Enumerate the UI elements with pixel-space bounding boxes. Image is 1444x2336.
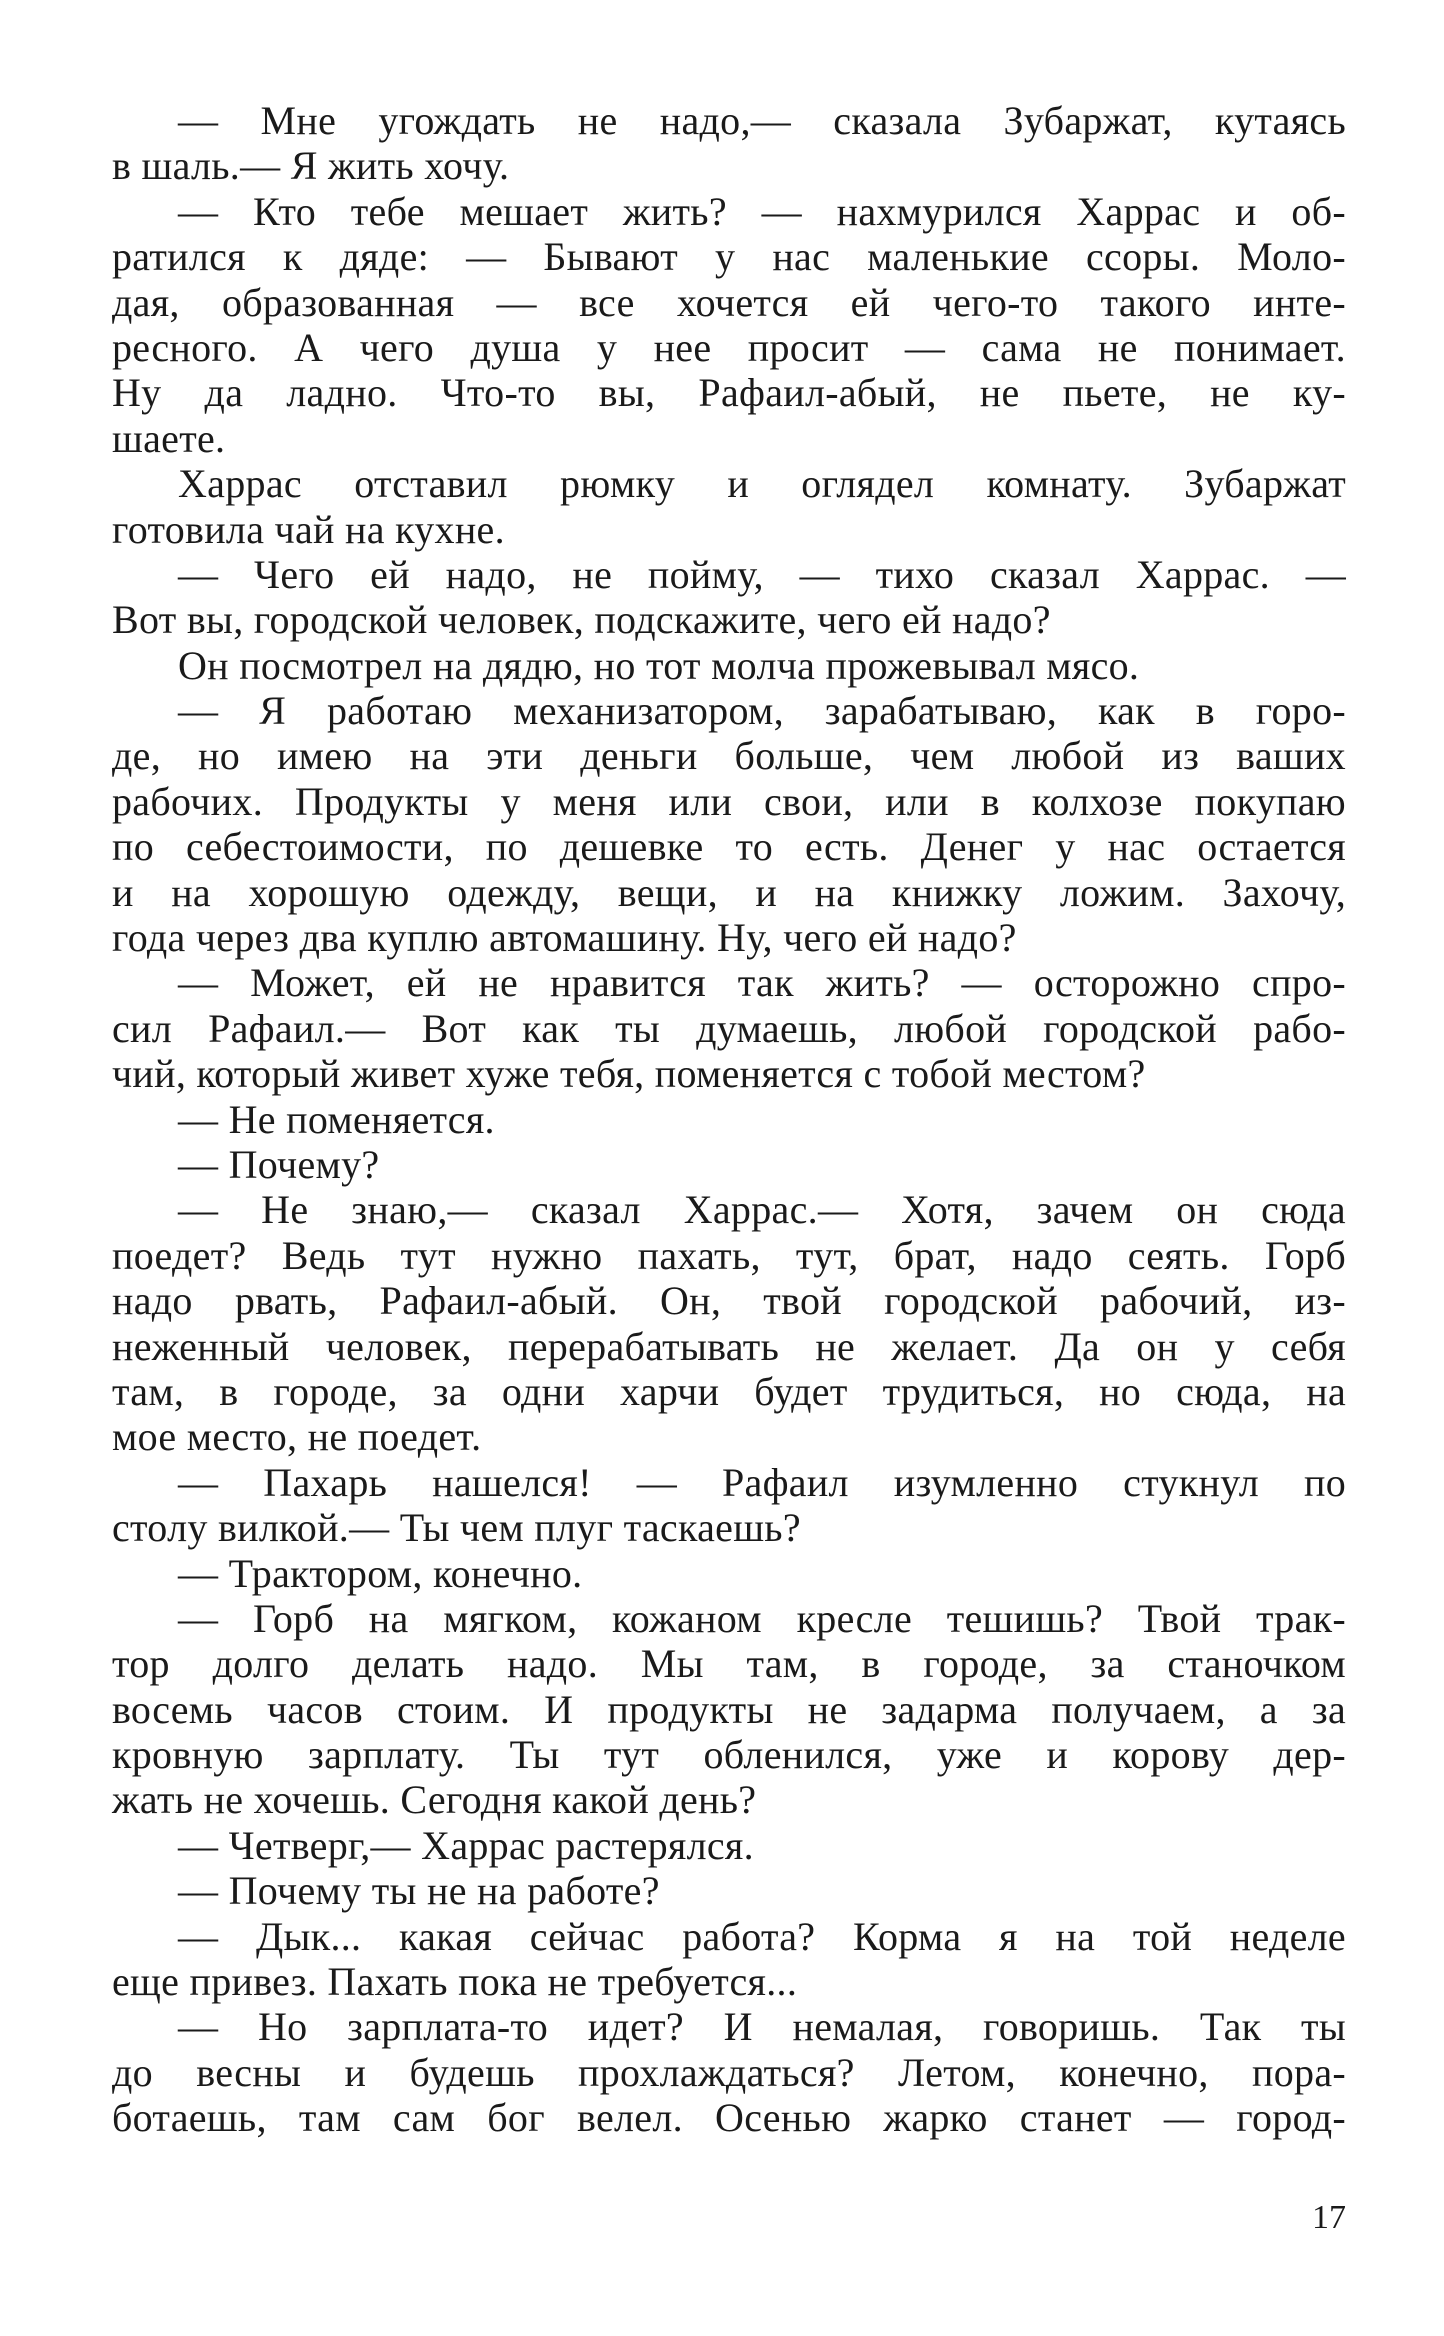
text-line: мое место, не поедет. [112, 1414, 482, 1460]
text-line: Ну да ладно. Что-то вы, Рафаил-абый, не пьете, не ку- [112, 370, 1346, 416]
text-line: тор долго делать надо. Мы там, в городе, за станочком [112, 1641, 1346, 1687]
paragraph [112, 1596, 1346, 1823]
text-line: чий, который живет хуже тебя, поменяется с тобой местом? [112, 1051, 1146, 1097]
paragraph [112, 960, 1346, 1096]
paragraph [112, 1460, 1346, 1551]
text-line: — Трактором, конечно. [178, 1550, 583, 1596]
text-line: восемь часов стоим. И продукты не задарма получаем, а за [112, 1686, 1346, 1732]
text-line: неженный человек, перерабатывать не желает. Да он у себя [112, 1323, 1346, 1369]
text-line: по себестоимости, по дешевке то есть. Денег у нас остается [112, 824, 1346, 870]
text-line: жать не хочешь. Сегодня какой день? [112, 1777, 757, 1823]
paragraph [112, 2004, 1346, 2140]
paragraph [112, 1914, 1346, 2005]
page-body-text [112, 98, 1346, 2141]
text-line: — Может, ей не нравится так жить? — осторожно спро- [178, 960, 1346, 1006]
text-line: там, в городе, за одни харчи будет трудиться, но сюда, на [112, 1368, 1346, 1414]
paragraph [112, 688, 1346, 960]
text-line: — Не поменяется. [178, 1096, 495, 1142]
text-line: — Почему ты не на работе? [178, 1868, 660, 1914]
text-line: до весны и будешь прохлаждаться? Летом, конечно, пора- [112, 2049, 1346, 2095]
paragraph [112, 1823, 1346, 1868]
paragraph [112, 461, 1346, 552]
text-line: — Почему? [178, 1141, 380, 1187]
text-line: — Кто тебе мешает жить? — нахмурился Харрас и об- [178, 188, 1346, 234]
text-line: — Дык... какая сейчас работа? Корма я на той неделе [178, 1913, 1346, 1959]
paragraph [112, 1551, 1346, 1596]
page-number: 17 [1312, 2199, 1346, 2236]
text-line: — Но зарплата-то идет? И немалая, говоришь. Так ты [178, 2004, 1346, 2050]
text-line: надо рвать, Рафаил-абый. Он, твой городской рабочий, из- [112, 1278, 1346, 1324]
text-line: года через два куплю автомашину. Ну, чего ей надо? [112, 915, 1017, 961]
text-line: Харрас отставил рюмку и оглядел комнату. Зубаржат [178, 461, 1346, 507]
paragraph [112, 1097, 1346, 1142]
text-line: еще привез. Пахать пока не требуется... [112, 1959, 798, 2005]
text-line: — Четверг,— Харрас растерялся. [178, 1822, 754, 1868]
paragraph [112, 643, 1346, 688]
paragraph [112, 1142, 1346, 1187]
text-line: — Я работаю механизатором, зарабатываю, как в горо- [178, 688, 1346, 734]
text-line: ратился к дяде: — Бывают у нас маленькие ссоры. Моло- [112, 234, 1346, 280]
text-line: кровную зарплату. Ты тут обленился, уже и корову дер- [112, 1732, 1346, 1778]
text-line: столу вилкой.— Ты чем плуг таскаешь? [112, 1505, 801, 1551]
text-line: сил Рафаил.— Вот как ты думаешь, любой городской рабо- [112, 1005, 1346, 1051]
text-line: ботаешь, там сам бог велел. Осенью жарко станет — город- [112, 2095, 1346, 2141]
text-line: — Не знаю,— сказал Харрас.— Хотя, зачем он сюда [178, 1187, 1346, 1233]
text-line: и на хорошую одежду, вещи, и на книжку ложим. Захочу, [112, 869, 1346, 915]
paragraph [112, 1868, 1346, 1913]
text-line: — Пахарь нашелся! — Рафаил изумленно стукнул по [178, 1459, 1346, 1505]
text-line: готовила чай на кухне. [112, 506, 505, 552]
text-line: дая, образованная — все хочется ей чего-то такого инте- [112, 279, 1346, 325]
paragraph [112, 98, 1346, 189]
text-line: рабочих. Продукты у меня или свои, или в колхозе покупаю [112, 778, 1346, 824]
text-line: — Горб на мягком, кожаном кресле тешишь? Твой трак- [178, 1595, 1346, 1641]
text-line: — Мне угождать не надо,— сказала Зубаржат, кутаясь [178, 98, 1346, 143]
paragraph [112, 552, 1346, 643]
text-line: шаете. [112, 415, 226, 461]
text-line: ресного. А чего душа у нее просит — сама не понимает. [112, 324, 1346, 370]
text-line: — Чего ей надо, не пойму, — тихо сказал Харрас. — [178, 551, 1346, 597]
text-line: Вот вы, городской человек, подскажите, чего ей надо? [112, 597, 1051, 643]
paragraph [112, 1187, 1346, 1459]
text-line: де, но имею на эти деньги больше, чем любой из ваших [112, 733, 1346, 779]
text-line: в шаль.— Я жить хочу. [112, 143, 510, 189]
text-line: поедет? Ведь тут нужно пахать, тут, брат, надо сеять. Горб [112, 1232, 1346, 1278]
paragraph [112, 189, 1346, 461]
text-line: Он посмотрел на дядю, но тот молча прожевывал мясо. [178, 642, 1140, 688]
